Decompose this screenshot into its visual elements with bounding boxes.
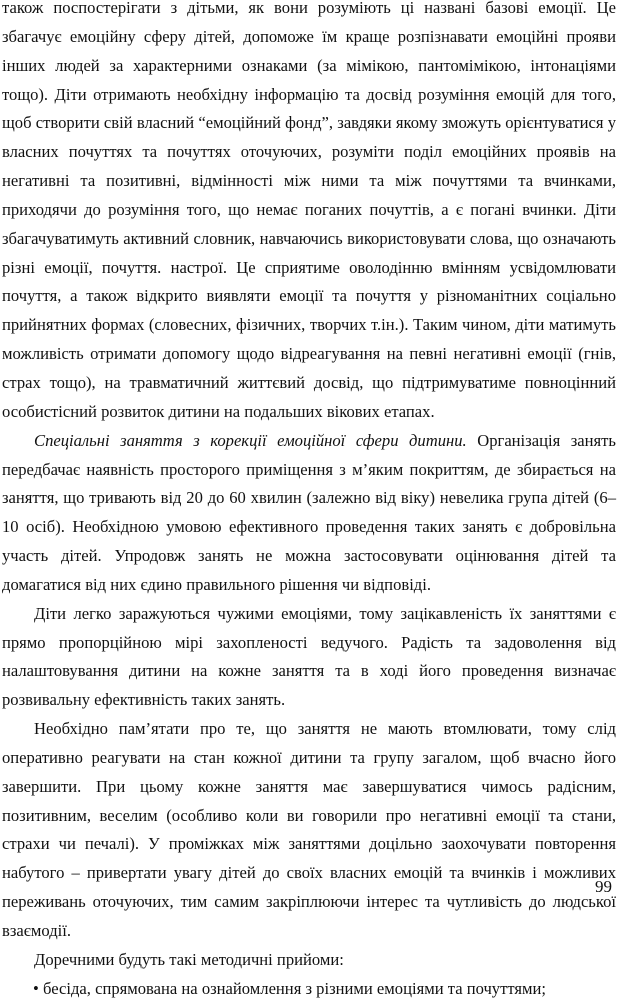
paragraph-text: Організація занять передбачає наявність просторого приміщення з м’яким покриттям, де збирається на заняття, що тривають від 20 до 60 хвилин (залежно від віку) невелика група дітей (6–10 осіб). Необхідною умовою ефективного проведення таких занять є добровільна участь дітей. Упродовж занять не можна застосовувати оцінювання дітей та домагатися від них єдино правильного рішення чи відповіді. bbox=[2, 430, 616, 594]
paragraph-2 bbox=[2, 427, 616, 600]
section-lead-italic: Спеціальні заняття з корекції емоційної сфери дитини. bbox=[34, 430, 467, 450]
paragraph-4 bbox=[2, 715, 616, 946]
list-item-text: бесіда, спрямована на ознайомлення з різними емоціями та почуттями; bbox=[43, 978, 547, 998]
paragraph-3 bbox=[2, 600, 616, 715]
paragraph-text: також поспостерігати з дітьми, як вони розуміють ці названі базові емоції. Це збагачує емоційну сферу дітей, допоможе їм краще розпізнавати емоційні прояви інших людей за характерними ознаками (за мімікою, пантомімікою, інтонаціями тощо). Діти отримають необхідну інформацію та досвід розуміння емоцій для того, щоб створити свій власний “емоційний фонд”, завдяки якому зможуть орієнтуватися у власних почуттях та почуттях оточуючих, розуміти поділ емоційних проявів на негативні та позитивні, відмінності між ними та між почуттями та вчинками, приходячи до розуміння того, що немає поганих почуттів, а є погані вчинки. Діти збагачуватимуть активний словник, навчаючись використовувати слова, що означають різні емоції, почуття. настрої. Це сприятиме оволодінню вмінням усвідомлювати почуття, а також відкрито виявляти емоції та почуття у різноманітних соціально прийнятних формах (словесних, фізичних, творчих т.ін.). Таким чином, діти матимуть можливість отримати допомогу щодо відреагування на певні негативні емоції (гнів, страх тощо), на травматичний життєвий досвід, що підтримуватиме повноцінний особистісний розвиток дитини на подальших вікових етапах. bbox=[2, 0, 616, 421]
paragraph-1 bbox=[2, 0, 616, 427]
paragraph-text: Діти легко заражуються чужими емоціями, тому зацікавленість їх заняттями є прямо пропорційною мірі захопленості ведучого. Радість та задоволення від налаштовування дитини на кожне заняття та в ході його проведення визначає розвивальну ефективність таких занять. bbox=[2, 603, 616, 710]
list-item bbox=[2, 975, 616, 1004]
page-number: 99 bbox=[595, 877, 612, 896]
paragraph-5 bbox=[2, 946, 616, 975]
methods-list bbox=[2, 975, 616, 1004]
paragraph-text: Необхідно пам’ятати про те, що заняття не мають втомлювати, тому слід оперативно реагувати на стан кожної дитини та групу загалом, щоб вчасно його завершити. При цьому кожне заняття має завершуватися чимось радісним, позитивним, веселим (особливо коли ви говорили про негативні емоції та стани, страхи чи печалі). У проміжках між заняттями доцільно заохочувати повторення набутого – привертати увагу дітей до своїх власних емоцій та вчинків і можливих переживань оточуючих, тим самим закріплюючи інтерес та чутливість до людської взаємодії. bbox=[2, 719, 616, 940]
bullet-icon: • bbox=[33, 978, 39, 998]
paragraph-text: Доречними будуть такі методичні прийоми: bbox=[34, 949, 344, 969]
page-body bbox=[2, 0, 616, 1004]
